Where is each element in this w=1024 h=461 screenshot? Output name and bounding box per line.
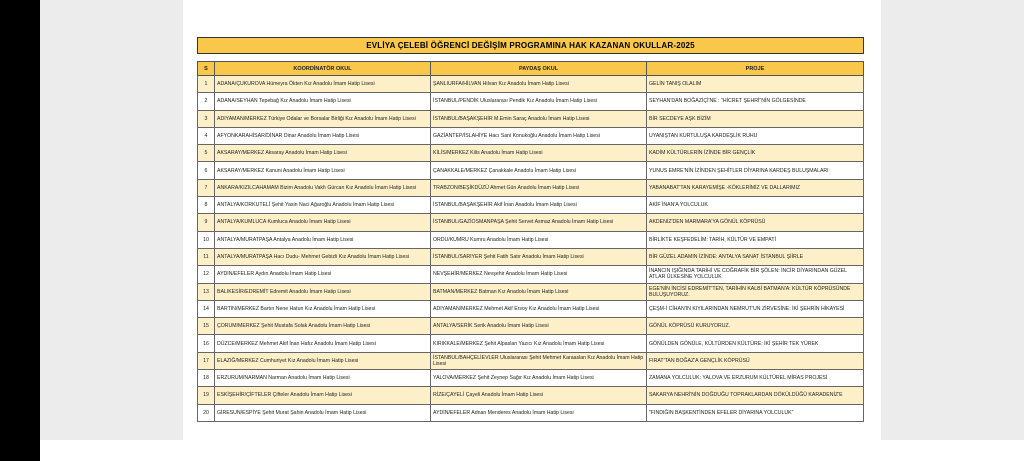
coordinator-school: AKSARAY/MERKEZ Kanuni Anadolu İmam Hatip Lisesi: [215, 162, 431, 179]
header-no: S: [198, 62, 215, 76]
coordinator-school: AYDIN/EFELER Aydın Anadolu İmam Hatip Lisesi: [215, 266, 431, 283]
partner-school: İSTANBUL/SARIYER Şehit Fatih Satır Anadolu İmam Hatip Lisesi: [431, 248, 647, 265]
table-row: [198, 387, 864, 404]
coordinator-school: ANTALYA/MURATPAŞA Antalya Anadolu İmam Hatip Lisesi: [215, 231, 431, 248]
table-row: [198, 300, 864, 317]
coordinator-school: ANTALYA/KORKUTELİ Şehit Yasin Naci Ağaroğlu Anadolu İmam Hatip Lisesi: [215, 197, 431, 214]
coordinator-school: BALIKESİR/EDREMİT Edremit Anadolu İmam Hatip Lisesi: [215, 283, 431, 300]
project-name: İNANCIN IŞIĞINDA TARİHİ VE COĞRAFİK BİR ŞÖLEN: İNCİR DİYARINDAN GÜZEL ATLAR ÜLKESİNE YOLCULUK: [647, 266, 864, 283]
row-number: 12: [198, 266, 215, 283]
row-number: 6: [198, 162, 215, 179]
row-number: 20: [198, 404, 215, 421]
document-title: EVLİYA ÇELEBİ ÖĞRENCİ DEĞİŞİM PROGRAMINA HAK KAZANAN OKULLAR-2025: [197, 37, 864, 54]
row-number: 4: [198, 127, 215, 144]
table-row: [198, 76, 864, 93]
partner-school: GAZİANTEP/İSLAHİYE Hacı Sani Konukoğlu Anadolu İmam Hatip Lisesi: [431, 127, 647, 144]
table-row: [198, 283, 864, 300]
row-number: 9: [198, 214, 215, 231]
table-row: [198, 248, 864, 265]
project-name: ÇEŞM-İ CİHAN'IN KIYILARINDAN NEMRUT'UN ZİRVESİNE: İKİ ŞEHRİN HİKAYESİ: [647, 300, 864, 317]
table-row: [198, 110, 864, 127]
table-row: [198, 179, 864, 196]
project-name: GÖNÜLDEN GÖNÜLE, KÜLTÜRDEN KÜLTÜRE: İKİ ŞEHİR TEK YÜREK: [647, 335, 864, 352]
coordinator-school: ERZURUM/NARMAN Narman Anadolu İmam Hatip Lisesi: [215, 370, 431, 387]
project-name: FIRAT'TAN BOĞAZ'A GENÇLİK KÖPRÜSÜ: [647, 352, 864, 369]
row-number: 1: [198, 76, 215, 93]
project-name: AKİF İNAN'A YOLCULUK: [647, 197, 864, 214]
coordinator-school: ANTALYA/MURATPAŞA Hacı Dudu- Mehmet Gebizli Kız Anadolu İmam Hatip Lisesi: [215, 248, 431, 265]
project-name: "FINDIĞIN BAŞKENTİNDEN EFELER DİYARINA YOLCULUK": [647, 404, 864, 421]
row-number: 16: [198, 335, 215, 352]
header-partner-school: PAYDAŞ OKUL: [431, 62, 647, 76]
partner-school: İSTANBUL/PENDİK Uluslararası Pendik Kız Anadolu İmam Hatip Lisesi: [431, 93, 647, 110]
row-number: 15: [198, 318, 215, 335]
project-name: ZAMANA YOLCULUK: YALOVA VE ERZURUM KÜLTÜREL MİRAS PROJESİ: [647, 370, 864, 387]
coordinator-school: ADANA/SEYHAN Tepebağ Kız Anadolu İmam Hatip Lisesi: [215, 93, 431, 110]
coordinator-school: ANKARA/KIZILCAHAMAM Bizim Anadolu Vakfı Gürcan Kız Anadolu İmam Hatip Lisesi: [215, 179, 431, 196]
partner-school: İSTANBUL/BAŞAKŞEHİR Akif İnan Anadolu İmam Hatip Lisesi: [431, 197, 647, 214]
project-name: KADİM KÜLTÜRLERİN İZİNDE BİR GENÇLİK: [647, 145, 864, 162]
partner-school: İSTANBUL/GAZİOSMANPAŞA Şehit Servet Asmaz Anadolu İmam Hatip Lisesi: [431, 214, 647, 231]
row-number: 7: [198, 179, 215, 196]
project-name: BİR GÜZEL ADAMIN İZİNDE: ANTALYA SANAT İSTANBUL ŞİİRLE: [647, 248, 864, 265]
partner-school: AYDIN/EFELER Adnan Menderes Anadolu İmam Hatip Lisesi: [431, 404, 647, 421]
table-row: [198, 266, 864, 283]
partner-school: NEVŞEHİR/MERKEZ Nevşehir Anadolu İmam Hatip Lisesi: [431, 266, 647, 283]
coordinator-school: AKSARAY/MERKEZ Aksaray Anadolu İmam Hatip Lisesi: [215, 145, 431, 162]
project-name: GELİN TANIŞ OLALIM: [647, 76, 864, 93]
project-name: YABANABAT'TAN KARAYEMİŞE -KÖKLERİMİZ VE DALLARIMIZ: [647, 179, 864, 196]
row-number: 17: [198, 352, 215, 369]
row-number: 8: [198, 197, 215, 214]
right-gray-margin: [881, 0, 1024, 440]
partner-school: ORDU/KUMRU Kumru Anadolu İmam Hatip Lisesi: [431, 231, 647, 248]
project-name: AKDENİZ'DEN MARMARA'YA GÖNÜL KÖPRÜSÜ: [647, 214, 864, 231]
row-number: 11: [198, 248, 215, 265]
partner-school: ANTALYA/SERİK Serik Anadolu İmam Hatip Lisesi: [431, 318, 647, 335]
coordinator-school: BARTIN/MERKEZ Bartın Nene Hatun Kız Anadolu İmam Hatip Lisesi: [215, 300, 431, 317]
partner-school: BATMAN/MERKEZ Batman Kız Anadolu İmam Hatip Lisesi: [431, 283, 647, 300]
coordinator-school: ÇORUM/MERKEZ Şehit Mustafa Solak Anadolu İmam Hatip Lisesi: [215, 318, 431, 335]
row-number: 18: [198, 370, 215, 387]
table-row: [198, 352, 864, 369]
table-row: [198, 335, 864, 352]
table-row: [198, 370, 864, 387]
partner-school: YALOVA/MERKEZ Şehit Zeynep Sağır Kız Anadolu İmam Hatip Lisesi: [431, 370, 647, 387]
header-coordinator-school: KOORDİNATÖR OKUL: [215, 62, 431, 76]
project-name: BİRLİKTE KEŞFEDELİM: TARİH, KÜLTÜR VE EMPATİ: [647, 231, 864, 248]
row-number: 10: [198, 231, 215, 248]
partner-school: KİLİS/MERKEZ Kilis Anadolu İmam Hatip Lisesi: [431, 145, 647, 162]
project-name: GÖNÜL KÖPRÜSÜ KURUYORUZ.: [647, 318, 864, 335]
coordinator-school: ADANA/ÇUKUROVA Hümeyra Ökten Kız Anadolu İmam Hatip Lisesi: [215, 76, 431, 93]
table-row: [198, 162, 864, 179]
coordinator-school: ESKİŞEHİR/ÇİFTELER Çifteler Anadolu İmam Hatip Lisesi: [215, 387, 431, 404]
coordinator-school: ADIYAMAN/MERKEZ Türkiye Odalar ve Borsalar Birliği Kız Anadolu İmam Hatip Lisesi: [215, 110, 431, 127]
partner-school: İSTANBUL/BAŞAKŞEHİR M.Emin Saraç Anadolu İmam Hatip Lisesi: [431, 110, 647, 127]
row-number: 5: [198, 145, 215, 162]
project-name: BİR SECDEYE AŞK BİZİM: [647, 110, 864, 127]
header-project: PROJE: [647, 62, 864, 76]
partner-school: KIRIKKALE/MERKEZ Şehit Alpaslan Yazıcı Kız Anadolu İmam Hatip Lisesi: [431, 335, 647, 352]
table-header-row: [198, 62, 864, 76]
table-body: [198, 76, 864, 422]
row-number: 19: [198, 387, 215, 404]
left-gray-margin: [40, 0, 183, 440]
partner-school: TRABZON/BEŞİKDÜZÜ Ahmet Gün Anadolu İmam Hatip Lisesi: [431, 179, 647, 196]
schools-table: [197, 61, 864, 422]
row-number: 3: [198, 110, 215, 127]
table-row: [198, 93, 864, 110]
coordinator-school: ANTALYA/KUMLUCA Kumluca Anadolu İmam Hatip Lisesi: [215, 214, 431, 231]
partner-school: ADIYAMAN/MERKEZ Mehmet Akif Ersoy Kız Anadolu İmam Hatip Lisesi: [431, 300, 647, 317]
coordinator-school: GİRESUN/ESPİYE Şehit Murat Şahin Anadolu İmam Hatip Lisesi: [215, 404, 431, 421]
partner-school: ÇANAKKALE/MERKEZ Çanakkale Anadolu İmam Hatip Lisesi: [431, 162, 647, 179]
table-row: [198, 145, 864, 162]
table-row: [198, 197, 864, 214]
row-number: 13: [198, 283, 215, 300]
bottom-strip: [40, 440, 1024, 461]
table-row: [198, 318, 864, 335]
left-black-border: [0, 0, 40, 461]
project-name: EGE'NİN İNCİSİ EDREMİT'TEN, TARİHİN KALBİ BATMAN'A: KÜLTÜR KÖPRÜSÜNDE BULUŞUYORUZ.: [647, 283, 864, 300]
partner-school: İSTANBUL/BAHÇELİEVLER Uluslararası Şehit Mehmet Karaaslan Kız Anadolu İmam Hatip Lisesi: [431, 352, 647, 369]
coordinator-school: AFYONKARAHİSAR/DİNAR Dinar Anadolu İmam Hatip Lisesi: [215, 127, 431, 144]
table-row: [198, 214, 864, 231]
partner-school: ŞANLIURFA/HİLVAN Hilvan Kız Anadolu İmam Hatip Lisesi: [431, 76, 647, 93]
coordinator-school: ELAZIĞ/MERKEZ Cumhuriyet Kız Anadolu İmam Hatip Lisesi: [215, 352, 431, 369]
project-name: UYANIŞTAN KURTULUŞA KARDEŞLİK RUHU: [647, 127, 864, 144]
coordinator-school: DÜZCE/MERKEZ Mehmet Akif İnan Hafız Anadolu İmam Hatip Lisesi: [215, 335, 431, 352]
table-row: [198, 127, 864, 144]
project-name: SAKARYA NEHRİ'NİN DOĞDUĞU TOPRAKLARDAN DÖKÜLDÜĞÜ KARADENİZ'E: [647, 387, 864, 404]
table-row: [198, 231, 864, 248]
project-name: YUNUS EMRE'NİN İZİNDEN ŞEHİTLER DİYARINA KARDEŞ BULUŞMALARI: [647, 162, 864, 179]
table-row: [198, 404, 864, 421]
row-number: 14: [198, 300, 215, 317]
row-number: 2: [198, 93, 215, 110]
project-name: SEYHAN'DAN BOĞAZİÇİ'NE : "HİCRET ŞEHRİ"NİN GÖLGESİNDE: [647, 93, 864, 110]
partner-school: RİZE/ÇAYELİ Çayeli Anadolu İmam Hatip Lisesi: [431, 387, 647, 404]
